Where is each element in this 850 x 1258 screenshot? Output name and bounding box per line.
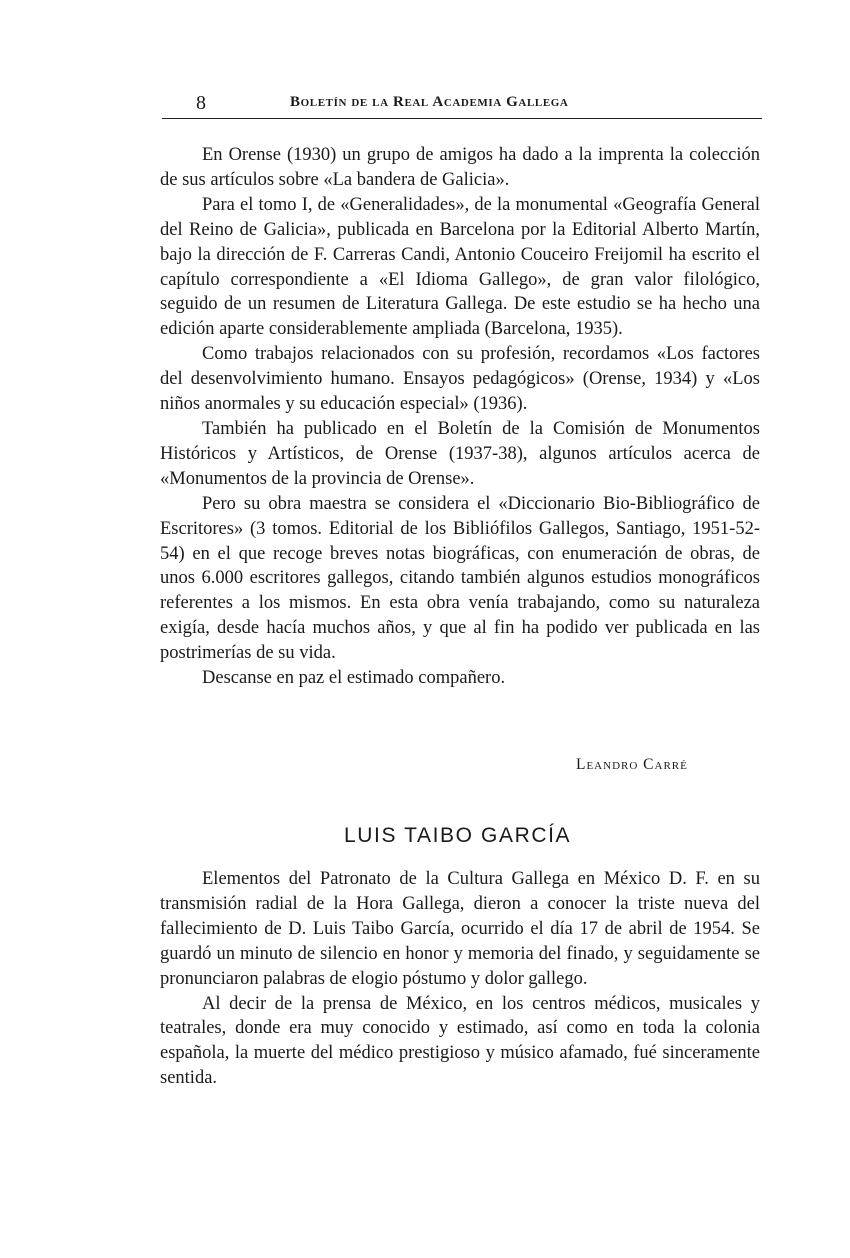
obituary-text [160,867,760,1091]
author-signature: Leandro Carré [576,756,688,773]
page-number: 8 [196,92,206,114]
paragraph: Descanse en paz el estimado compañero. [202,668,506,689]
paragraph: En Orense (1930) un grupo de amigos ha dado a la imprenta la colección de sus artículos sobre «La bandera de Galicia». [160,145,760,190]
paragraph: Al decir de la prensa de México, en los centros médicos, musicales y teatrales, donde era muy conocido y estimado, así como en toda la colonia española, la muerte del médico prestigioso y músico afamado, fué sinceramente sentida. [160,993,760,1089]
obituary-text [160,143,760,691]
paragraph: Pero su obra maestra se considera el «Diccionario Bio-Bibliográfico de Escritores» (3 tomos. Editorial de los Bibliófilos Gallegos, Santiago, 1951-52-54) en el que recoge breves notas biográficas, con enumeración de obras, de unos 6.000 escritores gallegos, citando también algunos estudios monográficos referentes a los mismos. En esta obra venía trabajando, como su naturaleza exigía, desde hacía muchos años, y que al fin ha podido ver publicada en las postrimerías de su vida. [160,493,760,664]
section-heading: LUIS TAIBO GARCÍA [344,824,572,847]
running-title: Boletín de la Real Academia Gallega [290,94,569,110]
paragraph: Como trabajos relacionados con su profesión, recordamos «Los factores del desenvolvimiento humano. Ensayos pedagógicos» (Orense, 1934) y «Los niños anormales y su educación especial» (1936). [160,344,760,415]
paragraph: Elementos del Patronato de la Cultura Gallega en México D. F. en su transmisión radial de la Hora Gallega, dieron a conocer la triste nueva del fallecimiento de D. Luis Taibo García, ocurrido el día 17 de abril de 1954. Se guardó un minuto de silencio en honor y memoria del finado, y seguidamente se pronunciaron palabras de elogio póstumo y dolor gallego. [160,869,760,989]
page-header [162,92,762,119]
paragraph: También ha publicado en el Boletín de la Comisión de Monumentos Históricos y Artísticos, de Orense (1937-38), algunos artículos acerca de «Monumentos de la provincia de Orense». [160,418,760,489]
paragraph: Para el tomo I, de «Generalidades», de la monumental «Geografía General del Reino de Galicia», publicada en Barcelona por la Editorial Alberto Martín, bajo la dirección de F. Carreras Candi, Antonio Couceiro Freijomil ha escrito el capítulo correspondiente a «El Idioma Gallego», de gran valor filológico, seguido de un resumen de Literatura Gallega. De este estudio se ha hecho una edición aparte considerablemente ampliada (Barcelona, 1935). [160,194,760,340]
